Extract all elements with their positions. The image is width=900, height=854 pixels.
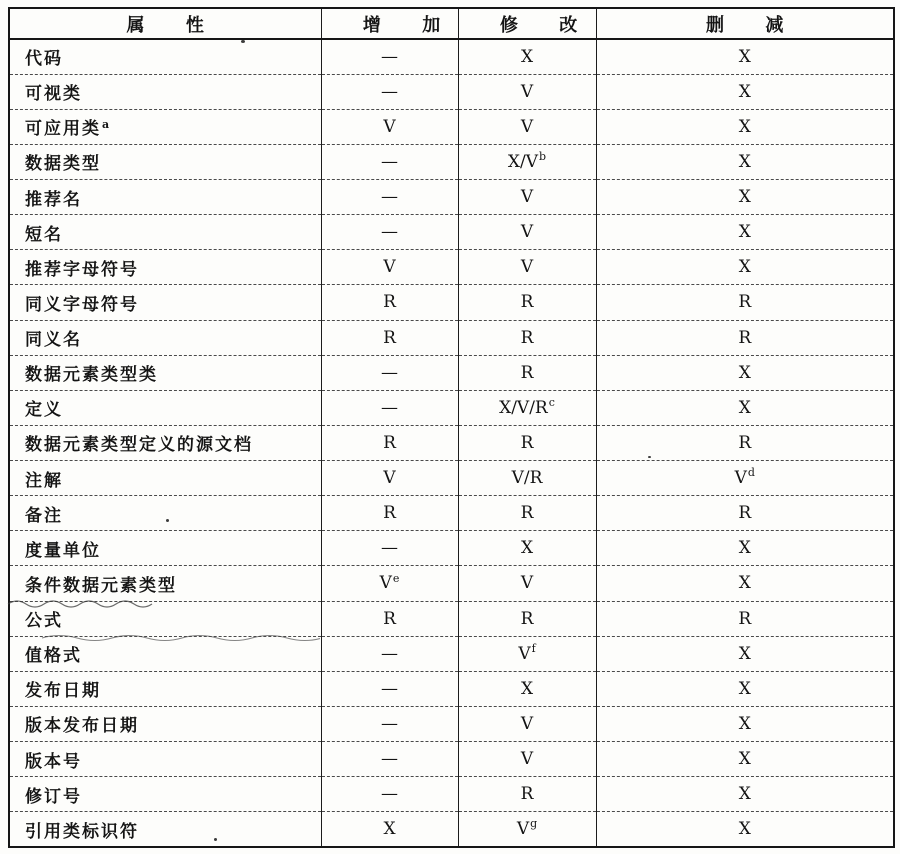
value-cell: R xyxy=(458,601,596,636)
value-cell: Ve xyxy=(321,566,458,601)
value-cell: X xyxy=(596,812,894,847)
value-cell: X xyxy=(596,777,894,812)
value-cell: X xyxy=(458,671,596,706)
column-header-modify-label: 修改 xyxy=(499,14,619,36)
table-body xyxy=(9,39,894,847)
value-cell: — xyxy=(321,39,458,74)
column-header-add xyxy=(321,8,482,39)
value-cell: $V^d$ xyxy=(596,461,894,496)
attribute-cell: 同义名 xyxy=(9,320,321,355)
table-header xyxy=(9,8,894,39)
value-cell: X xyxy=(596,215,894,250)
attribute-cell: 版本发布日期 xyxy=(9,706,321,741)
value-cell: X xyxy=(596,706,894,741)
value-cell: V/R xyxy=(458,461,596,496)
value-cell: V xyxy=(321,461,458,496)
attribute-cell: 数据类型 xyxy=(9,144,321,179)
attribute-cell: 定义 xyxy=(9,390,321,425)
value-cell: X xyxy=(596,566,894,601)
value-cell: R xyxy=(321,496,458,531)
table-row xyxy=(9,109,894,144)
footnote-marker: g xyxy=(530,817,538,831)
footnote-marker: b xyxy=(539,150,547,164)
table-row xyxy=(9,461,894,496)
table-row xyxy=(9,250,894,285)
attribute-cell: 数据元素类型类 xyxy=(9,355,321,390)
value-cell: V xyxy=(458,180,596,215)
value-cell: X xyxy=(596,355,894,390)
attribute-cell: 发布日期 xyxy=(9,671,321,706)
footnote-marker: e xyxy=(392,571,400,585)
value-cell: V xyxy=(458,566,596,601)
table-row xyxy=(9,285,894,320)
value-cell: — xyxy=(321,531,458,566)
attribute-cell: 值格式 xyxy=(9,636,321,671)
attribute-cell: 备注 xyxy=(9,496,321,531)
attribute-cell: 修订号 xyxy=(9,777,321,812)
attribute-cell: 引用类标识符 xyxy=(9,812,321,847)
attribute-cell: 推荐名 xyxy=(9,180,321,215)
value-cell: R xyxy=(458,496,596,531)
value-cell: X xyxy=(596,144,894,179)
attribute-cell: 条件数据元素类型 xyxy=(9,566,321,601)
footnote-marker: c xyxy=(548,396,555,410)
value-cell: V xyxy=(321,250,458,285)
value-cell: X xyxy=(596,109,894,144)
value-cell: — xyxy=(321,74,458,109)
value-cell: R xyxy=(321,425,458,460)
table-row xyxy=(9,777,894,812)
attribute-cell: 数据元素类型定义的源文档 xyxy=(9,425,321,460)
column-header-attribute xyxy=(9,8,321,39)
table-row xyxy=(9,355,894,390)
value-cell: R xyxy=(596,320,894,355)
table-row xyxy=(9,425,894,460)
column-header-attribute-label: 属性 xyxy=(126,14,246,36)
value-cell: $V^f$ xyxy=(458,636,596,671)
attribute-cell: 可应用类$^a$ xyxy=(9,109,321,144)
value-cell: R xyxy=(458,285,596,320)
table-row xyxy=(9,601,894,636)
value-cell: V xyxy=(458,74,596,109)
value-cell: — xyxy=(321,636,458,671)
column-header-modify xyxy=(458,8,619,39)
table-row xyxy=(9,74,894,109)
value-cell: V xyxy=(458,109,596,144)
value-cell: — xyxy=(321,671,458,706)
attribute-cell: 注解 xyxy=(9,461,321,496)
column-header-add-label: 增加 xyxy=(362,14,482,36)
table-row xyxy=(9,636,894,671)
value-cell: R xyxy=(458,320,596,355)
value-cell: R xyxy=(596,285,894,320)
attribute-cell: 代码 xyxy=(25,49,63,70)
attribute-cell: 度量单位 xyxy=(9,531,321,566)
value-cell: X xyxy=(596,531,894,566)
table-header-row xyxy=(9,8,894,39)
value-cell: X xyxy=(596,636,894,671)
table-row xyxy=(9,390,894,425)
value-cell: R xyxy=(596,496,894,531)
value-cell: R xyxy=(321,320,458,355)
footnote-marker: d xyxy=(747,466,755,480)
value-cell: V xyxy=(458,215,596,250)
attribute-cell: 版本号 xyxy=(9,742,321,777)
table-row xyxy=(9,215,894,250)
value-cell: R xyxy=(458,777,596,812)
value-cell: V xyxy=(321,109,458,144)
table-row xyxy=(9,180,894,215)
value-cell: V xyxy=(458,250,596,285)
value-cell: X xyxy=(458,39,596,74)
value-cell: $V^g$ xyxy=(458,812,596,847)
footnote-marker: f xyxy=(531,642,536,656)
column-header-delete xyxy=(596,8,894,39)
value-cell: — xyxy=(321,390,458,425)
value-cell: $X/V^b$ xyxy=(458,144,596,179)
table-row xyxy=(9,144,894,179)
value-cell: — xyxy=(321,706,458,741)
footnote-marker: a xyxy=(102,117,112,131)
table-row xyxy=(9,671,894,706)
value-cell: R xyxy=(321,601,458,636)
table-row xyxy=(9,742,894,777)
table-row xyxy=(9,496,894,531)
table-row xyxy=(9,39,894,74)
attributes-table xyxy=(8,7,895,848)
value-cell: — xyxy=(321,180,458,215)
value-cell: X xyxy=(458,531,596,566)
table-row xyxy=(9,812,894,847)
value-cell: V xyxy=(458,742,596,777)
attribute-cell: 推荐字母符号 xyxy=(9,250,321,285)
value-cell: X xyxy=(596,180,894,215)
value-cell: $X/V/R^c$ xyxy=(458,390,596,425)
attribute-cell: 可视类 xyxy=(9,74,321,109)
value-cell: V xyxy=(458,706,596,741)
table-row xyxy=(9,531,894,566)
value-cell: R xyxy=(321,285,458,320)
value-cell: — xyxy=(321,742,458,777)
value-cell: X xyxy=(596,390,894,425)
table-row xyxy=(9,320,894,355)
attribute-cell: 短名 xyxy=(9,215,321,250)
attribute-cell: 公式 xyxy=(9,601,321,636)
value-cell: X xyxy=(596,671,894,706)
value-cell: X xyxy=(321,812,458,847)
attribute-cell: 同义字母符号 xyxy=(9,285,321,320)
value-cell: X xyxy=(596,39,894,74)
table-row xyxy=(9,566,894,601)
value-cell: — xyxy=(321,777,458,812)
value-cell: — xyxy=(321,144,458,179)
value-cell: R xyxy=(596,601,894,636)
value-cell: R xyxy=(458,425,596,460)
value-cell: X xyxy=(596,250,894,285)
value-cell: X xyxy=(596,74,894,109)
value-cell: — xyxy=(321,355,458,390)
column-header-delete-label: 删减 xyxy=(706,14,825,36)
table-row xyxy=(9,706,894,741)
value-cell: X xyxy=(596,742,894,777)
value-cell: — xyxy=(321,215,458,250)
value-cell: R xyxy=(458,355,596,390)
value-cell: R xyxy=(596,425,894,460)
